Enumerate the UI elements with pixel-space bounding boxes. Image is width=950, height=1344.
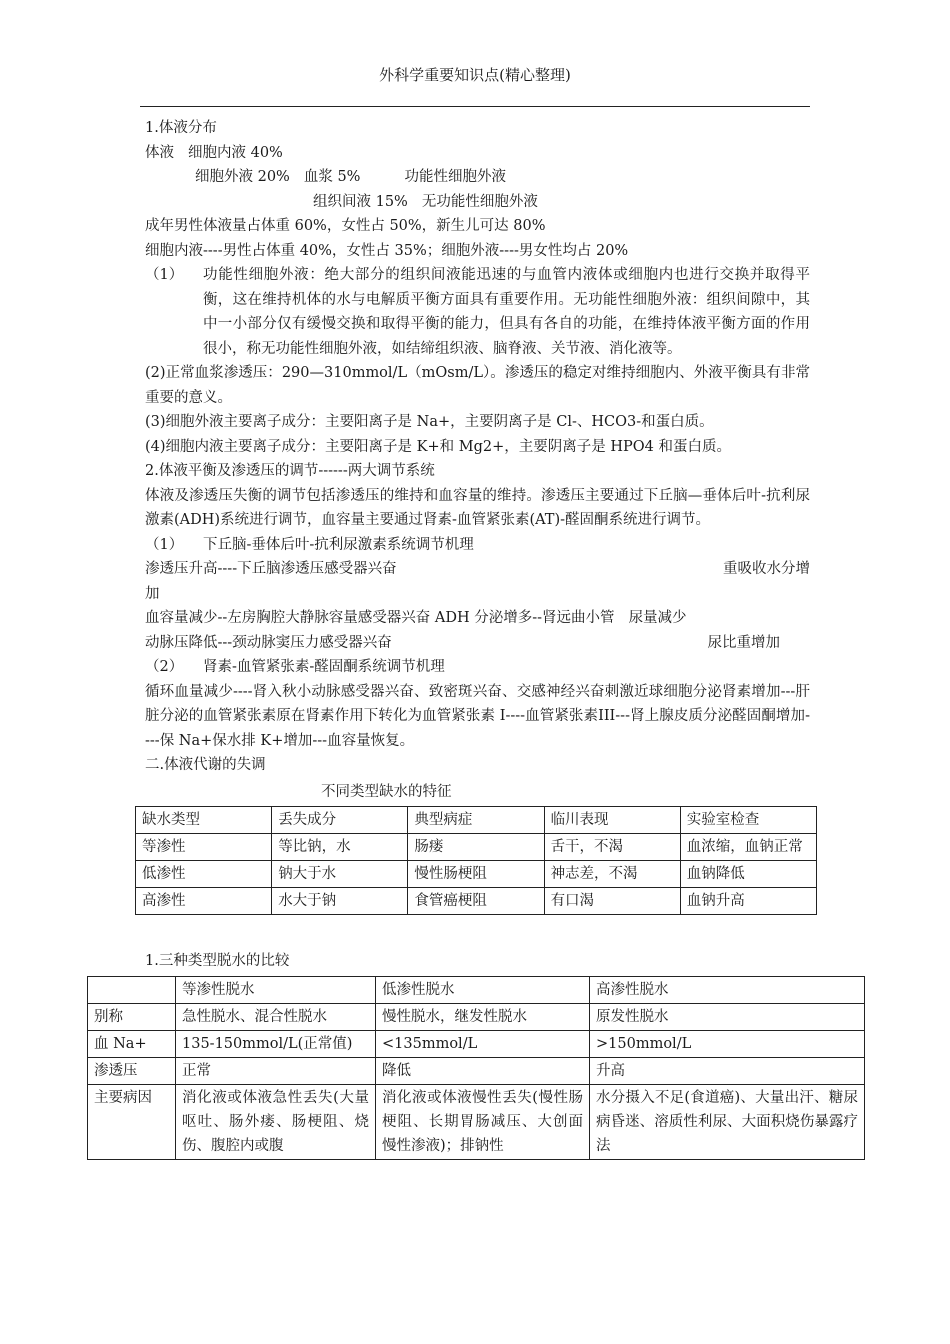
section-3-title: 二.体液代谢的失调 [145, 757, 266, 773]
table-header-cell: 低渗性脱水 [376, 976, 590, 1003]
intracellular-line: 细胞内液----男性占体重 40%，女性占 35%；细胞外液----男女性均占 20% [145, 242, 629, 259]
header-rule [140, 106, 810, 107]
item-2: (2)正常血浆渗透压：290—310mmol/L（mOsm/L）。渗透压的稳定对维持细胞内、外液平衡具有非常重要的意义。 [145, 365, 810, 406]
fluid-distribution-row-3: 组织间液 15% 无功能性细胞外液 [313, 193, 538, 210]
mechanism-line-1: 渗透压升高----下丘脑渗透压感受器兴奋 重吸收水分增 [145, 561, 810, 577]
table-row [88, 1003, 865, 1030]
table-cell: 急性脱水、混合性脱水 [176, 1003, 376, 1030]
table-cell: 高渗性 [136, 888, 272, 915]
table-cell: 消化液或体液慢性丢失(慢性肠梗阻、长期胃肠减压、大创面慢性渗液)；排钠性 [376, 1084, 590, 1159]
table-2-caption: 1.三种类型脱水的比较 [145, 953, 290, 969]
section-1-title: 1.体液分布 [145, 120, 217, 136]
adult-fluid-line: 成年男性体液量占体重 60%，女性占 50%，新生儿可达 80% [145, 218, 546, 234]
table-cell: 水大于钠 [272, 888, 408, 915]
table-cell: 血浓缩，血钠正常 [680, 834, 816, 861]
sub-1-heading: （1） 下丘脑-垂体后叶-抗利尿激素系统调节机理 [145, 536, 474, 553]
table-header-cell: 缺水类型 [136, 807, 272, 834]
table-1-caption: 不同类型缺水的特征 [321, 783, 452, 800]
table-cell: 正常 [176, 1057, 376, 1084]
table-cell: 血 Na+ [88, 1030, 176, 1057]
table-cell: 舌干，不渴 [544, 834, 680, 861]
table-cell: 消化液或体液急性丢失(大量呕吐、肠外瘘、肠梗阻、烧伤、腹腔内或腹 [176, 1084, 376, 1159]
table-cell: 慢性脱水，继发性脱水 [376, 1003, 590, 1030]
table-row [136, 861, 817, 888]
item-1-number: （1） [145, 267, 184, 283]
table-cell: 渗透压 [88, 1057, 176, 1084]
item-1-text: 功能性细胞外液：绝大部分的组织间液能迅速的与血管内液体或细胞内也进行交换并取得平衡，这在维持机体的水与电解质平衡方面具有重要作用。无功能性细胞外液：组织间隙中，其中一小部分仅有缓慢交换和取得平衡的能力，但具有各自的功能，在维持体液平衡方面的作用很小，称无功能性细胞外液，如结缔组织液、脑脊液、关节液、消化液等。 [203, 267, 810, 357]
section-2-paragraph: 体液及渗透压失衡的调节包括渗透压的维持和血容量的维持。渗透压主要通过下丘脑—垂体后叶-抗利尿激素(ADH)系统进行调节，血容量主要通过肾素-血管紧张素(AT)-醛固酮系统进行调节。 [145, 487, 810, 528]
table-cell: 低渗性 [136, 861, 272, 888]
table-cell: 等比钠，水 [272, 834, 408, 861]
table-cell: 原发性脱水 [590, 1003, 865, 1030]
item-1 [145, 263, 810, 361]
dehydration-comparison-table [87, 976, 865, 1160]
table-header-cell: 高渗性脱水 [590, 976, 865, 1003]
sub-2-paragraph: 循环血量减少----肾入秋小动脉感受器兴奋、致密斑兴奋、交感神经兴奋刺激近球细胞分泌肾素增加---肝脏分泌的血管紧张素原在肾素作用下转化为血管紧张素 I----血管紧张素III---肾上腺皮质分泌醛固酮增加----保 Na+保水排 K+增加---血容量恢复。 [145, 683, 810, 749]
table-row [136, 834, 817, 861]
table-cell: 135-150mmol/L(正常值) [176, 1030, 376, 1057]
item-3: (3)细胞外液主要离子成分：主要阳离子是 Na+，主要阴离子是 Cl-、HCO3-和蛋白质。 [145, 414, 714, 430]
table-header-cell: 典型病症 [408, 807, 544, 834]
table-cell: 主要病因 [88, 1084, 176, 1159]
document-body [94, 116, 858, 1160]
table-cell: 血钠降低 [680, 861, 816, 888]
table-row [136, 888, 817, 915]
section-2-title: 2.体液平衡及渗透压的调节------两大调节系统 [145, 463, 435, 479]
fluid-distribution-row-2: 细胞外液 20% 血浆 5% 功能性细胞外液 [195, 169, 506, 185]
table-row [88, 1030, 865, 1057]
table-header-cell: 临川表现 [544, 807, 680, 834]
table-cell: 降低 [376, 1057, 590, 1084]
mechanism-line-1-cont: 加 [145, 585, 160, 602]
table-header-cell: 等渗性脱水 [176, 976, 376, 1003]
table-cell: 食管癌梗阻 [408, 888, 544, 915]
table-cell: 慢性肠梗阻 [408, 861, 544, 888]
page-header: 外科学重要知识点(精心整理) [379, 66, 571, 84]
mechanism-line-2: 血容量减少--左房胸腔大静脉容量感受器兴奋 ADH 分泌增多--肾远曲小管 尿量减少 [145, 610, 687, 626]
table-row [88, 1084, 865, 1159]
table-cell: 水分摄入不足(食道癌)、大量出汗、糖尿病昏迷、溶质性利尿、大面积烧伤暴露疗法 [590, 1084, 865, 1159]
table-cell: 肠瘘 [408, 834, 544, 861]
sub-2-heading: （2） 肾素-血管紧张素-醛固酮系统调节机理 [145, 659, 445, 675]
table-header-cell: 实验室检查 [680, 807, 816, 834]
table-cell: 升高 [590, 1057, 865, 1084]
fluid-distribution-row-1: 体液 细胞内液 40% [145, 144, 283, 161]
mechanism-line-3: 动脉压降低---颈动脉窦压力感受器兴奋 尿比重增加 [145, 634, 780, 651]
table-header-cell: 丢失成分 [272, 807, 408, 834]
table-header-row [136, 807, 817, 834]
table-cell: <135mmol/L [376, 1030, 590, 1057]
table-header-row [88, 976, 865, 1003]
table-cell: 等渗性 [136, 834, 272, 861]
table-header-cell [88, 976, 176, 1003]
dehydration-feature-table [135, 806, 817, 915]
table-cell: 别称 [88, 1003, 176, 1030]
table-cell: >150mmol/L [590, 1030, 865, 1057]
table-row [88, 1057, 865, 1084]
table-cell: 钠大于水 [272, 861, 408, 888]
table-cell: 血钠升高 [680, 888, 816, 915]
item-4: (4)细胞内液主要离子成分：主要阳离子是 K+和 Mg2+，主要阴离子是 HPO4 和蛋白质。 [145, 438, 731, 455]
table-cell: 神志差，不渴 [544, 861, 680, 888]
table-cell: 有口渴 [544, 888, 680, 915]
